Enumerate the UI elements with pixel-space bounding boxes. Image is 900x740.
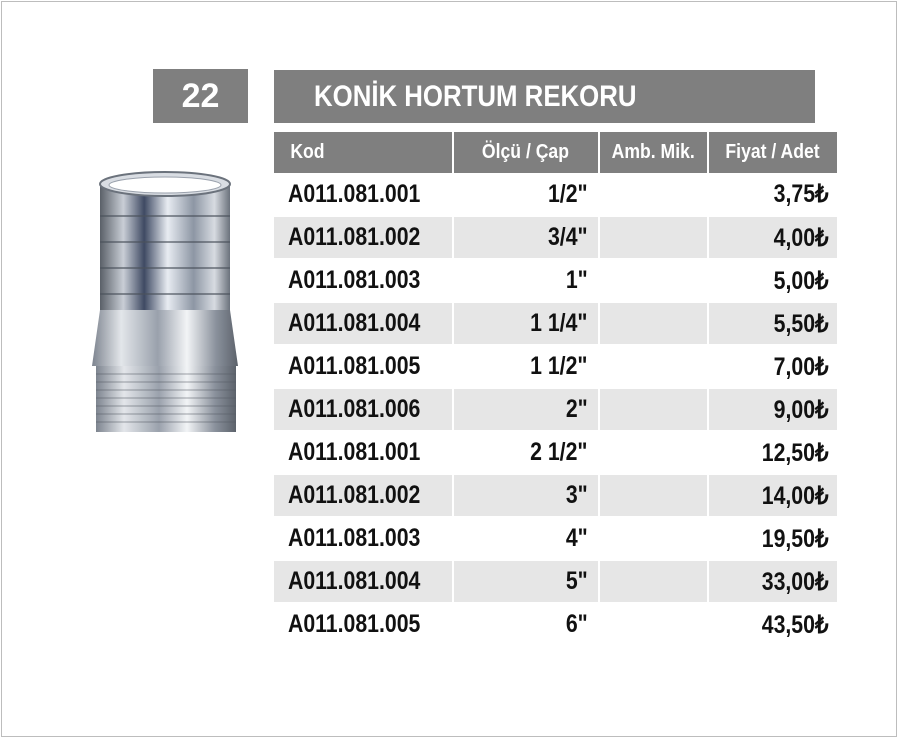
cell-fiyat: 3,75₺ <box>708 173 837 216</box>
cell-amb <box>599 259 708 302</box>
cell-amb <box>599 216 708 259</box>
table-row <box>274 431 837 474</box>
product-title: KONİK HORTUM REKORU <box>314 79 637 113</box>
table-row <box>274 603 837 646</box>
cell-kod: A011.081.003 <box>274 517 453 560</box>
cell-olcu: 6" <box>453 603 599 646</box>
cell-olcu: 3/4" <box>453 216 599 259</box>
cell-amb <box>599 173 708 216</box>
cell-fiyat: 19,50₺ <box>708 517 837 560</box>
product-title-bar <box>274 70 815 123</box>
cell-olcu: 5" <box>453 560 599 603</box>
cell-fiyat: 43,50₺ <box>708 603 837 646</box>
cell-olcu: 1" <box>453 259 599 302</box>
table-row <box>274 173 837 216</box>
cell-fiyat: 7,00₺ <box>708 345 837 388</box>
table-row <box>274 259 837 302</box>
cell-fiyat: 5,50₺ <box>708 302 837 345</box>
table-row <box>274 560 837 603</box>
cell-amb <box>599 302 708 345</box>
cell-kod: A011.081.002 <box>274 216 453 259</box>
cell-kod: A011.081.004 <box>274 560 453 603</box>
header-kod: Kod <box>274 132 453 173</box>
cell-olcu: 3" <box>453 474 599 517</box>
cell-amb <box>599 603 708 646</box>
cell-olcu: 4" <box>453 517 599 560</box>
table-row <box>274 388 837 431</box>
cell-amb <box>599 474 708 517</box>
cell-amb <box>599 388 708 431</box>
cell-fiyat: 4,00₺ <box>708 216 837 259</box>
cell-amb <box>599 345 708 388</box>
page-number-badge <box>153 69 248 123</box>
cell-fiyat: 14,00₺ <box>708 474 837 517</box>
cell-olcu: 2" <box>453 388 599 431</box>
cell-olcu: 1 1/2" <box>453 345 599 388</box>
cell-kod: A011.081.001 <box>274 431 453 474</box>
cell-kod: A011.081.003 <box>274 259 453 302</box>
cell-olcu: 1 1/4" <box>453 302 599 345</box>
cell-fiyat: 5,00₺ <box>708 259 837 302</box>
cell-fiyat: 33,00₺ <box>708 560 837 603</box>
cell-kod: A011.081.002 <box>274 474 453 517</box>
cell-kod: A011.081.006 <box>274 388 453 431</box>
table-row <box>274 302 837 345</box>
cell-kod: A011.081.005 <box>274 345 453 388</box>
cell-olcu: 2 1/2" <box>453 431 599 474</box>
header-fiyat: Fiyat / Adet <box>708 132 837 173</box>
header-olcu: Ölçü / Çap <box>453 132 599 173</box>
table-row <box>274 517 837 560</box>
cell-kod: A011.081.005 <box>274 603 453 646</box>
table-row <box>274 216 837 259</box>
cell-kod: A011.081.004 <box>274 302 453 345</box>
cell-amb <box>599 517 708 560</box>
cell-fiyat: 9,00₺ <box>708 388 837 431</box>
table-row <box>274 345 837 388</box>
table-header-row <box>274 132 837 173</box>
header-amb: Amb. Mik. <box>599 132 708 173</box>
price-table <box>274 132 837 647</box>
cell-olcu: 1/2" <box>453 173 599 216</box>
hose-fitting-image <box>86 170 246 442</box>
page-number: 22 <box>181 76 220 115</box>
cell-kod: A011.081.001 <box>274 173 453 216</box>
cell-amb <box>599 431 708 474</box>
table-row <box>274 474 837 517</box>
cell-amb <box>599 560 708 603</box>
cell-fiyat: 12,50₺ <box>708 431 837 474</box>
